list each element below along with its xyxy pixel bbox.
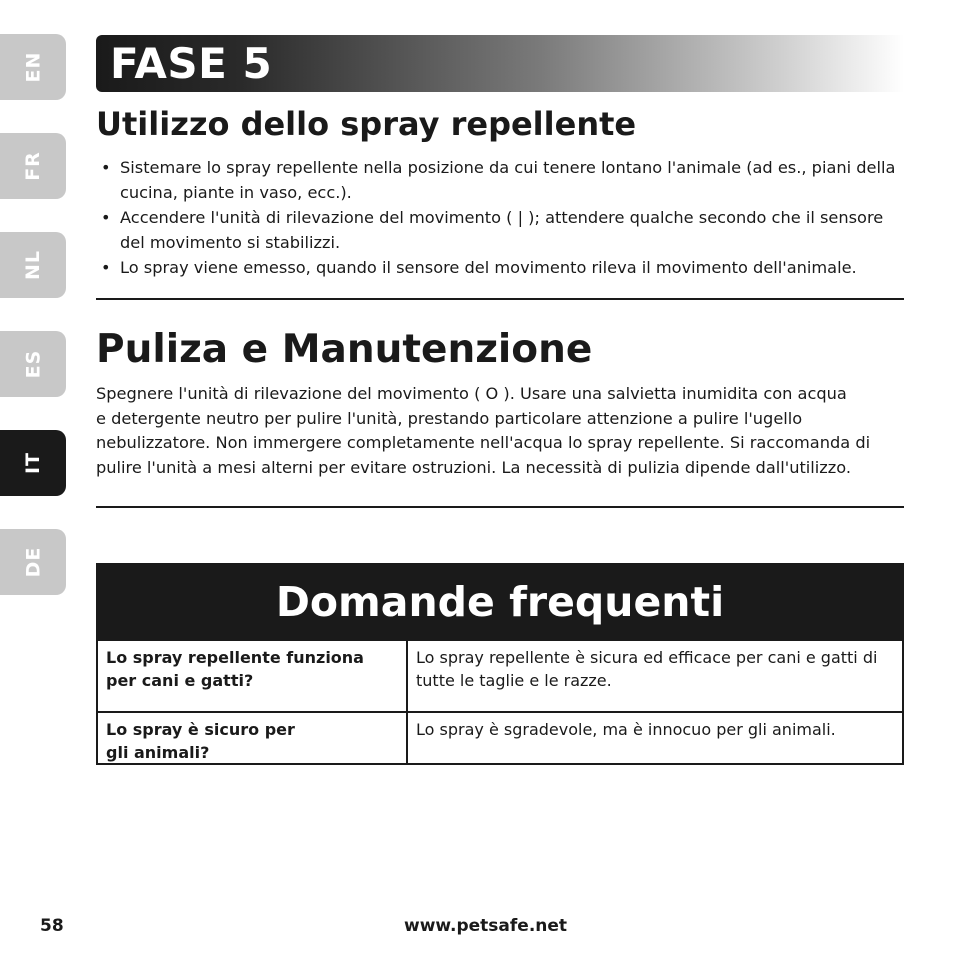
faq-question <box>98 713 408 765</box>
maintenance-line: e detergente neutro per pulire l'unità, prestando particolare attenzione a pulire l'ugello nebulizzatore. Non immergere completamente nell'acqua lo spray repellente. Si raccomanda di pulire l'unità a mesi alterni per evitare ostruzioni. La necessità di pulizia dipende dall'utilizzo. <box>96 408 871 477</box>
faq-answer: Lo spray repellente è sicura ed efficace per cani e gatti di tutte le taglie e le razze. <box>416 648 878 690</box>
list-item: • Lo spray viene emesso, quando il sensore del movimento rileva il movimento dell'animale. <box>96 255 908 280</box>
page-number: 58 <box>40 916 64 936</box>
faq-answer: Lo spray è sgradevole, ma è innocuo per gli animali. <box>416 720 836 739</box>
tab-label: FR <box>21 151 44 181</box>
tab-label: EN <box>21 51 44 83</box>
faq-question: Lo spray repellente funziona per cani e gatti? <box>98 641 408 711</box>
list-item: • Sistemare lo spray repellente nella posizione da cui tenere lontano l'animale (ad es., piani della cucina, piante in vaso, ecc.). <box>96 155 908 205</box>
tab-it[interactable] <box>0 430 66 496</box>
faq-question-line: gli animali? <box>106 743 210 762</box>
phase-title: FASE 5 <box>110 39 273 88</box>
maintenance-title: Puliza e Manutenzione <box>96 327 593 372</box>
faq-table <box>96 563 904 765</box>
maintenance-paragraph <box>96 382 896 480</box>
faq-question-line: Lo spray è sicuro per <box>106 720 295 739</box>
list-item: • Accendere l'unità di rilevazione del movimento ( | ); attendere qualche secondo che il sensore del movimento si stabilizzi. <box>96 205 908 255</box>
tab-de[interactable] <box>0 529 66 595</box>
tab-label: DE <box>21 546 44 578</box>
divider <box>96 506 904 508</box>
table-row <box>98 639 902 711</box>
tab-nl[interactable] <box>0 232 66 298</box>
tab-label: ES <box>21 349 44 379</box>
tab-fr[interactable] <box>0 133 66 199</box>
footer-url[interactable]: www.petsafe.net <box>404 916 568 936</box>
maintenance-line: Spegnere l'unità di rilevazione del movimento ( O ). Usare una salvietta inumidita con acqua <box>96 384 847 403</box>
tab-label: NL <box>21 249 44 281</box>
phase-subtitle: Utilizzo dello spray repellente <box>96 105 637 143</box>
divider <box>96 298 904 300</box>
tab-label: IT <box>22 451 44 475</box>
tab-es[interactable] <box>0 331 66 397</box>
table-row <box>98 711 902 765</box>
faq-title: Domande frequenti <box>98 565 902 639</box>
tab-en[interactable] <box>0 34 66 100</box>
phase-bullet-list <box>96 155 908 280</box>
